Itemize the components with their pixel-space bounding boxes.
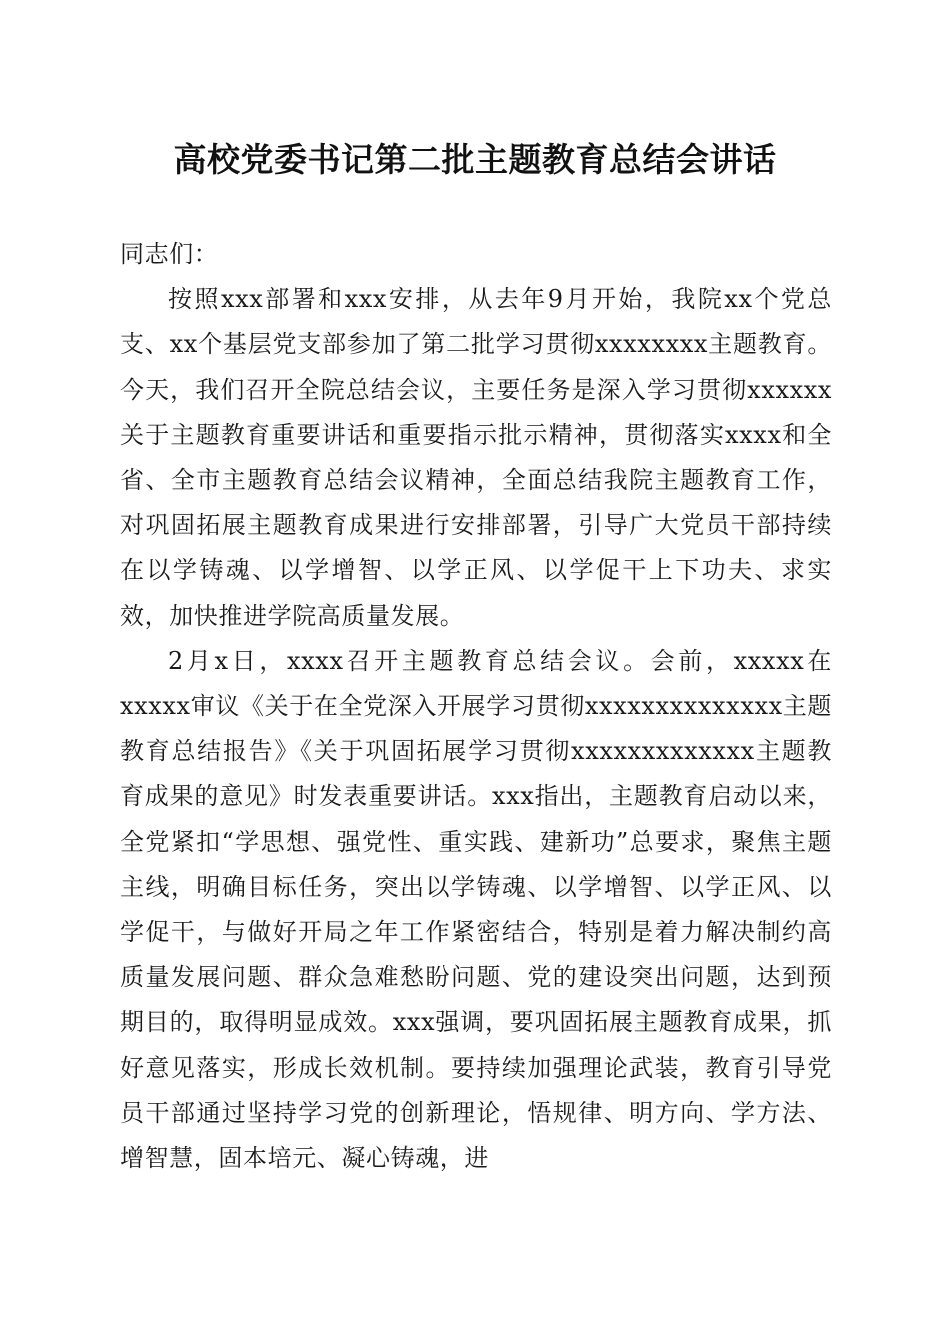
paragraph-1: 按照xxx部署和xxx安排，从去年9月开始，我院xx个党总支、xx个基层党支部参加了第二批学习贯彻xxxxxxxx主题教育。今天，我们召开全院总结会议，主要任务是深入学习贯彻xxxxxx关于主题教育重要讲话和重要指示批示精神，贯彻落实xxxx和全省、全市主题教育总结会议精神，全面总结我院主题教育工作，对巩固拓展主题教育成果进行安排部署，引导广大党员干部持续在以学铸魂、以学增智、以学正风、以学促干上下功夫、求实效，加快推进学院高质量发展。: [120, 285, 832, 630]
salutation: 同志们：: [120, 240, 219, 268]
paragraph-2: 2月x日，xxxx召开主题教育总结会议。会前，xxxxx在xxxxx审议《关于在全党深入开展学习贯彻xxxxxxxxxxxxxx主题教育总结报告》《关于巩固拓展学习贯彻xxxxxxxxxxxxx主题教育成果的意见》时发表重要讲话。xxx指出，主题教育启动以来，全党紧扣“学思想、强党性、重实践、建新功”总要求，聚焦主题主线，明确目标任务，突出以学铸魂、以学增智、以学正风、以学促干，与做好开局之年工作紧密结合，特别是着力解决制约高质量发展问题、群众急难愁盼问题、党的建设突出问题，达到预期目的，取得明显成效。xxx强调，要巩固拓展主题教育成果，抓好意见落实，形成长效机制。要持续加强理论武装，教育引导党员干部通过坚持学习党的创新理论，悟规律、明方向、学方法、增智慧，固本培元、凝心铸魂，进: [120, 646, 832, 1173]
document-title: 高校党委书记第二批主题教育总结会讲话: [173, 140, 777, 179]
document-body: [120, 232, 832, 1181]
